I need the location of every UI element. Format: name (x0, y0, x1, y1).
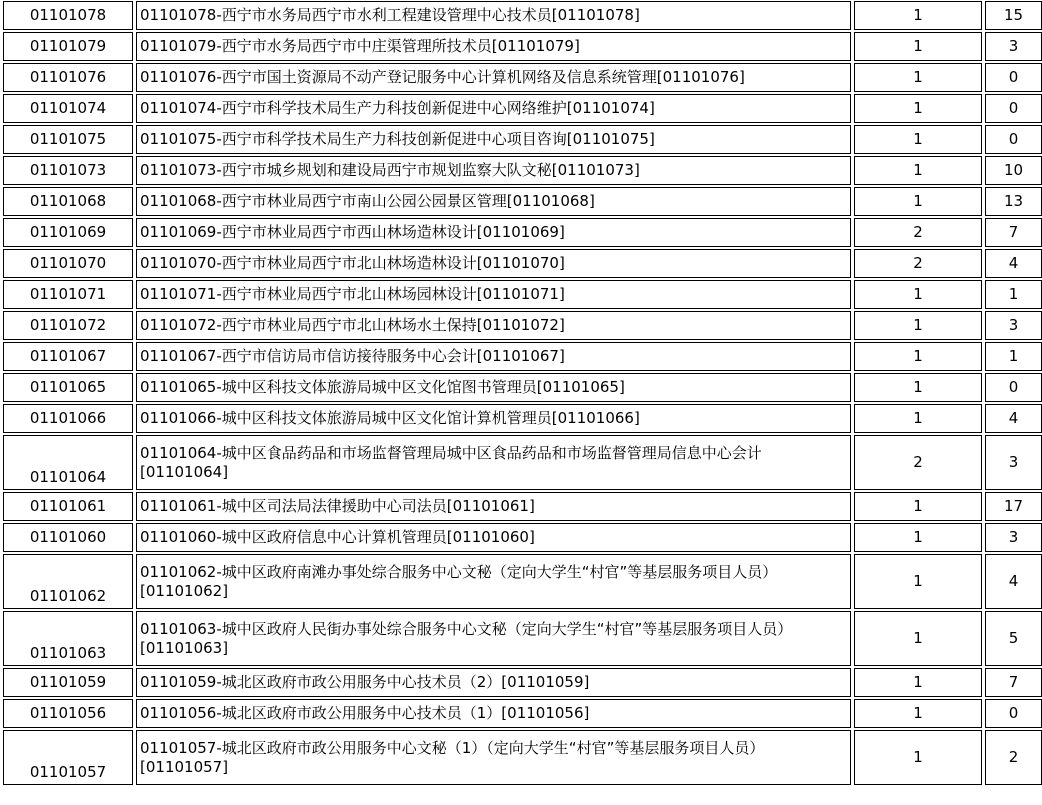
position-name: 01101062-城中区政府南滩办事处综合服务中心文秘（定向大学生“村官”等基层服务项目人员）[01101062] (140, 562, 778, 600)
applicant-count: 3 (985, 523, 1042, 552)
position-code: 01101071 (3, 280, 133, 309)
position-name-cell (136, 280, 851, 309)
applicant-count: 7 (985, 218, 1042, 247)
table-body (3, 1, 1042, 785)
position-name-cell (136, 311, 851, 340)
position-code: 01101064 (3, 435, 133, 490)
planned-count: 2 (854, 435, 982, 490)
applicant-count: 3 (985, 311, 1042, 340)
planned-count: 1 (854, 611, 982, 666)
table-row (3, 611, 1042, 666)
position-code: 01101075 (3, 125, 133, 154)
position-code: 01101059 (3, 668, 133, 697)
position-code: 01101069 (3, 218, 133, 247)
applicant-count: 5 (985, 611, 1042, 666)
table-row (3, 373, 1042, 402)
position-name-cell (136, 668, 851, 697)
applicant-count: 3 (985, 32, 1042, 61)
position-name-cell (136, 699, 851, 728)
applicant-count: 15 (985, 1, 1042, 30)
table-row (3, 668, 1042, 697)
position-name: 01101074-西宁市科学技术局生产力科技创新促进中心网络维护[01101074] (140, 99, 655, 117)
position-name-cell (136, 342, 851, 371)
applicant-count: 13 (985, 187, 1042, 216)
position-name: 01101063-城中区政府人民街办事处综合服务中心文秘（定向大学生“村官”等基层服务项目人员）[01101063] (140, 619, 793, 657)
applicant-count: 1 (985, 342, 1042, 371)
position-code: 01101063 (3, 611, 133, 666)
table-row (3, 156, 1042, 185)
position-name: 01101078-西宁市水务局西宁市水利工程建设管理中心技术员[01101078] (140, 6, 640, 24)
planned-count: 1 (854, 311, 982, 340)
position-code: 01101060 (3, 523, 133, 552)
position-code: 01101068 (3, 187, 133, 216)
table-row (3, 342, 1042, 371)
applicant-count: 17 (985, 492, 1042, 521)
applicant-count: 3 (985, 435, 1042, 490)
position-name: 01101073-西宁市城乡规划和建设局西宁市规划监察大队文秘[01101073] (140, 161, 640, 179)
position-name: 01101076-西宁市国土资源局不动产登记服务中心计算机网络及信息系统管理[01101076] (140, 68, 745, 86)
position-name: 01101079-西宁市水务局西宁市中庄渠管理所技术员[01101079] (140, 37, 580, 55)
table-row (3, 311, 1042, 340)
table-row (3, 699, 1042, 728)
position-name-cell (136, 1, 851, 30)
table-row (3, 554, 1042, 609)
table-row (3, 32, 1042, 61)
position-name: 01101057-城北区政府市政公用服务中心文秘（1）（定向大学生“村官”等基层服务项目人员）[01101057] (140, 738, 765, 776)
position-name-cell (136, 249, 851, 278)
planned-count: 1 (854, 373, 982, 402)
position-name-cell (136, 554, 851, 609)
planned-count: 1 (854, 404, 982, 433)
position-code: 01101072 (3, 311, 133, 340)
position-name: 01101060-城中区政府信息中心计算机管理员[01101060] (140, 528, 535, 546)
applicant-count: 4 (985, 554, 1042, 609)
table-row (3, 125, 1042, 154)
table-row (3, 280, 1042, 309)
position-name: 01101064-城中区食品药品和市场监督管理局城中区食品药品和市场监督管理局信息中心会计[01101064] (140, 443, 762, 481)
position-name: 01101072-西宁市林业局西宁市北山林场水土保持[01101072] (140, 316, 565, 334)
position-name-cell (136, 435, 851, 490)
position-code: 01101057 (3, 730, 133, 785)
position-code: 01101067 (3, 342, 133, 371)
position-code: 01101061 (3, 492, 133, 521)
planned-count: 2 (854, 218, 982, 247)
planned-count: 1 (854, 1, 982, 30)
planned-count: 1 (854, 699, 982, 728)
applicant-count: 7 (985, 668, 1042, 697)
applicant-count: 0 (985, 63, 1042, 92)
planned-count: 1 (854, 156, 982, 185)
planned-count: 1 (854, 492, 982, 521)
position-name-cell (136, 125, 851, 154)
position-name: 01101061-城中区司法局法律援助中心司法员[01101061] (140, 497, 535, 515)
position-code: 01101079 (3, 32, 133, 61)
position-name: 01101075-西宁市科学技术局生产力科技创新促进中心项目咨询[01101075] (140, 130, 655, 148)
position-name-cell (136, 492, 851, 521)
planned-count: 1 (854, 187, 982, 216)
position-name: 01101069-西宁市林业局西宁市西山林场造林设计[01101069] (140, 223, 565, 241)
position-code: 01101073 (3, 156, 133, 185)
table-row (3, 435, 1042, 490)
position-code: 01101074 (3, 94, 133, 123)
position-name: 01101066-城中区科技文体旅游局城中区文化馆计算机管理员[01101066] (140, 409, 640, 427)
planned-count: 1 (854, 32, 982, 61)
table-row (3, 187, 1042, 216)
applicant-count: 2 (985, 730, 1042, 785)
position-name-cell (136, 218, 851, 247)
position-code: 01101066 (3, 404, 133, 433)
position-code: 01101076 (3, 63, 133, 92)
position-code: 01101065 (3, 373, 133, 402)
position-code: 01101070 (3, 249, 133, 278)
applicant-count: 0 (985, 94, 1042, 123)
applicant-count: 0 (985, 699, 1042, 728)
applicant-count: 0 (985, 125, 1042, 154)
table-row (3, 63, 1042, 92)
position-name-cell (136, 32, 851, 61)
position-code: 01101062 (3, 554, 133, 609)
planned-count: 1 (854, 125, 982, 154)
planned-count: 1 (854, 94, 982, 123)
position-name-cell (136, 156, 851, 185)
position-name: 01101067-西宁市信访局市信访接待服务中心会计[01101067] (140, 347, 565, 365)
position-code: 01101056 (3, 699, 133, 728)
position-name-cell (136, 373, 851, 402)
position-name-cell (136, 94, 851, 123)
applicant-count: 1 (985, 280, 1042, 309)
position-name-cell (136, 404, 851, 433)
planned-count: 1 (854, 554, 982, 609)
position-name: 01101068-西宁市林业局西宁市南山公园公园景区管理[01101068] (140, 192, 595, 210)
planned-count: 1 (854, 342, 982, 371)
applicant-count: 10 (985, 156, 1042, 185)
table-row (3, 1, 1042, 30)
applicant-count: 0 (985, 373, 1042, 402)
applicant-count: 4 (985, 404, 1042, 433)
planned-count: 1 (854, 523, 982, 552)
table-row (3, 523, 1042, 552)
position-name: 01101056-城北区政府市政公用服务中心技术员（1）[01101056] (140, 704, 590, 722)
table-row (3, 492, 1042, 521)
position-name-cell (136, 730, 851, 785)
position-name: 01101071-西宁市林业局西宁市北山林场园林设计[01101071] (140, 285, 565, 303)
table-row (3, 404, 1042, 433)
planned-count: 1 (854, 668, 982, 697)
position-code: 01101078 (3, 1, 133, 30)
position-name: 01101070-西宁市林业局西宁市北山林场造林设计[01101070] (140, 254, 565, 272)
planned-count: 1 (854, 280, 982, 309)
planned-count: 1 (854, 63, 982, 92)
position-name-cell (136, 63, 851, 92)
position-name: 01101059-城北区政府市政公用服务中心技术员（2）[01101059] (140, 673, 590, 691)
position-name-cell (136, 187, 851, 216)
table-row (3, 218, 1042, 247)
position-name-cell (136, 611, 851, 666)
applicant-count: 4 (985, 249, 1042, 278)
table-row (3, 94, 1042, 123)
planned-count: 1 (854, 730, 982, 785)
position-name: 01101065-城中区科技文体旅游局城中区文化馆图书管理员[01101065] (140, 378, 625, 396)
table-row (3, 249, 1042, 278)
planned-count: 2 (854, 249, 982, 278)
position-name-cell (136, 523, 851, 552)
table-row (3, 730, 1042, 785)
